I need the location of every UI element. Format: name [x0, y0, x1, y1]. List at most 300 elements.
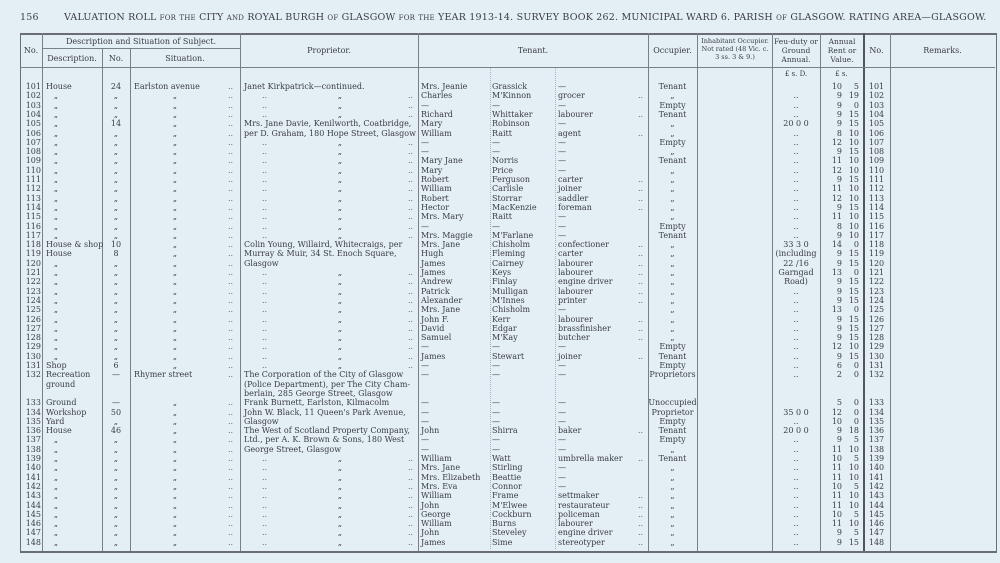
- feu-duty: ..: [793, 212, 799, 222]
- header-no: No.: [23, 46, 39, 55]
- occupier: „: [670, 481, 675, 491]
- rent-pounds: 9: [836, 333, 842, 343]
- tenant-first-name: John: [421, 500, 440, 510]
- subject-number: „: [113, 230, 119, 240]
- row-number: 129: [25, 342, 41, 352]
- tenant-first-name: —: [421, 147, 429, 157]
- leader-dots: ..: [228, 444, 234, 454]
- row-number-right: 121: [868, 268, 885, 277]
- subject-number: „: [113, 314, 119, 324]
- rent-shillings: 10: [848, 193, 859, 203]
- rent-pounds: 6: [836, 361, 842, 370]
- leader-dots: ..: [408, 212, 414, 222]
- rent-shillings: 15: [848, 249, 859, 259]
- occupier: Tenant: [658, 230, 687, 240]
- leader-dots: ..: [228, 463, 234, 473]
- row-number-right: 126: [868, 314, 885, 324]
- leader-dots: ..: [638, 528, 644, 538]
- rent-shillings: 10: [848, 342, 859, 352]
- leader-dots: ..: [262, 230, 268, 240]
- occupier: „: [670, 184, 675, 194]
- leader-dots: ..: [228, 342, 234, 352]
- header-situation: Situation.: [165, 54, 205, 63]
- rent-shillings: 0: [853, 100, 859, 110]
- leader-dots: ..: [262, 109, 268, 119]
- situation: „: [172, 128, 178, 138]
- rent-pounds: 9: [836, 91, 842, 101]
- rent-shillings: 15: [848, 286, 859, 296]
- tenant-surname: Mulligan: [492, 286, 529, 296]
- leader-dots: ..: [638, 240, 644, 250]
- rent-shillings: 15: [848, 323, 859, 333]
- tenant-surname: —: [492, 407, 500, 417]
- tenant-surname: Storrar: [492, 193, 522, 203]
- leader-dots: ..: [262, 491, 268, 501]
- rent-shillings: 10: [848, 472, 859, 482]
- tenant-occupation: —: [558, 416, 566, 426]
- tenant-first-name: —: [421, 361, 429, 370]
- row-number-right: 122: [868, 277, 885, 287]
- tenant-surname: M'Farlane: [492, 230, 534, 240]
- situation: „: [172, 249, 178, 259]
- leader-dots: ..: [228, 100, 234, 110]
- proprietor: „: [337, 537, 343, 547]
- tenant-surname: —: [492, 444, 500, 454]
- leader-dots: ..: [262, 519, 268, 529]
- feu-units: £ s. D.: [784, 70, 808, 78]
- proprietor: John W. Black, 11 Queen's Park Avenue,: [244, 407, 406, 417]
- leader-dots: ..: [262, 463, 268, 473]
- description: „: [53, 481, 59, 491]
- leader-dots: ..: [408, 500, 414, 510]
- occupier: „: [670, 165, 675, 175]
- row-number: 106: [25, 128, 41, 138]
- subject-number: „: [113, 351, 119, 361]
- row-number: 104: [25, 109, 41, 119]
- leader-dots: ..: [228, 481, 234, 491]
- tenant-first-name: Mrs. Jane: [421, 305, 461, 315]
- row-number-right: 132: [868, 370, 885, 380]
- row-number: 148: [25, 537, 41, 547]
- leader-dots: ..: [262, 202, 268, 212]
- proprietor: The Corporation of the City of Glasgow: [244, 370, 404, 380]
- row-number: 123: [25, 286, 41, 296]
- proprietor: „: [337, 147, 343, 157]
- description: „: [53, 528, 59, 538]
- header-feu-duty: Feu-duty or Ground Annual.: [774, 37, 818, 64]
- situation: „: [172, 361, 178, 370]
- row-number: 114: [25, 202, 41, 212]
- row-number-right: 107: [868, 137, 885, 147]
- feu-duty: ..: [793, 286, 799, 296]
- header-inhabitant-occupier: Inhabitant Occupier. Not rated (48 Vic. c. 3 ss. 3 & 9.): [701, 37, 769, 61]
- description: „: [53, 212, 59, 222]
- rent-pounds: 9: [836, 286, 842, 296]
- proprietor: per D. Graham, 180 Hope Street, Glasgow: [244, 128, 416, 138]
- tenant-first-name: Mrs. Mary: [421, 212, 464, 222]
- tenant-first-name: —: [421, 370, 429, 380]
- leader-dots: ..: [638, 109, 644, 119]
- feu-duty: ..: [793, 370, 799, 380]
- rent-shillings: 10: [848, 165, 859, 175]
- description: „: [53, 128, 59, 138]
- occupier: „: [670, 258, 675, 268]
- leader-dots: ..: [228, 184, 234, 194]
- subject-number: „: [113, 323, 119, 333]
- situation: „: [172, 258, 178, 268]
- row-number-right: 109: [868, 156, 885, 166]
- situation: „: [172, 519, 178, 529]
- rent-shillings: 0: [853, 398, 859, 408]
- description: „: [53, 314, 59, 324]
- leader-dots: ..: [408, 193, 414, 203]
- feu-duty: 35 0 0: [783, 407, 809, 417]
- occupier: „: [670, 249, 675, 259]
- tenant-occupation: —: [558, 407, 566, 417]
- tenant-surname: Keys: [492, 268, 512, 277]
- rent-shillings: 5: [853, 435, 859, 445]
- rent-pounds: 9: [836, 258, 842, 268]
- row-number-right: 118: [868, 240, 885, 250]
- leader-dots: ..: [638, 184, 644, 194]
- feu-duty: ..: [793, 472, 799, 482]
- row-number: 126: [25, 314, 41, 324]
- occupier: Empty: [659, 342, 686, 352]
- tenant-first-name: —: [421, 137, 429, 147]
- tenant-occupation: joiner: [558, 184, 582, 194]
- proprietor: Murray & Muir, 34 St. Enoch Square,: [244, 249, 397, 259]
- rent-pounds: 9: [836, 426, 842, 436]
- leader-dots: ..: [262, 268, 268, 277]
- header-tenant: Tenant.: [517, 46, 549, 55]
- feu-duty: 22 /16: [783, 258, 809, 268]
- rent-pounds: 11: [831, 184, 842, 194]
- description: „: [53, 119, 59, 129]
- tenant-surname: Grassick: [492, 82, 528, 91]
- rent-units: £ s.: [835, 70, 848, 78]
- row-number-right: 139: [868, 454, 885, 463]
- feu-duty: ..: [793, 416, 799, 426]
- row-number: 110: [25, 165, 41, 175]
- row-number: 105: [25, 119, 41, 129]
- subject-number: „: [113, 277, 119, 287]
- leader-dots: ..: [408, 463, 414, 473]
- description: „: [53, 230, 59, 240]
- tenant-surname: Steveley: [492, 528, 527, 538]
- situation: „: [172, 454, 178, 463]
- tenant-surname: MacKenzie: [492, 202, 537, 212]
- row-number-right: 125: [868, 305, 885, 315]
- row-number-right: 114: [868, 202, 885, 212]
- leader-dots: ..: [262, 184, 268, 194]
- tenant-occupation: grocer: [558, 91, 585, 101]
- feu-duty: ..: [793, 175, 799, 184]
- situation: Rhymer street: [134, 370, 193, 380]
- subject-number: „: [113, 454, 119, 463]
- situation: „: [172, 314, 178, 324]
- rent-shillings: 15: [848, 537, 859, 547]
- feu-duty: ..: [793, 435, 799, 445]
- description: „: [53, 109, 59, 119]
- subject-number: „: [113, 519, 119, 529]
- description: „: [53, 305, 59, 315]
- row-number-right: 131: [868, 361, 885, 370]
- row-number-right: 133: [868, 398, 885, 408]
- rent-shillings: 18: [848, 426, 859, 436]
- situation: „: [172, 268, 178, 277]
- rent-shillings: 15: [848, 175, 859, 184]
- rent-pounds: 12: [831, 342, 842, 352]
- tenant-surname: —: [492, 398, 500, 408]
- leader-dots: ..: [638, 193, 644, 203]
- proprietor: „: [337, 175, 343, 184]
- tenant-first-name: Robert: [421, 175, 449, 184]
- feu-duty: ..: [793, 100, 799, 110]
- proprietor: „: [337, 165, 343, 175]
- feu-duty: ..: [793, 351, 799, 361]
- feu-duty: 20 0 0: [783, 119, 809, 129]
- leader-dots: ..: [228, 416, 234, 426]
- tenant-first-name: John: [421, 426, 440, 436]
- subject-number: „: [113, 268, 119, 277]
- description: „: [53, 295, 59, 305]
- row-number-right: 108: [868, 147, 885, 157]
- feu-duty: ..: [793, 230, 799, 240]
- row-number: 102: [25, 91, 41, 101]
- rent-shillings: 10: [848, 500, 859, 510]
- subject-number: „: [113, 342, 119, 352]
- situation: „: [172, 175, 178, 184]
- row-number: 145: [25, 509, 41, 519]
- situation: „: [172, 407, 178, 417]
- description: „: [53, 537, 59, 547]
- column-divider: [42, 33, 43, 551]
- feu-duty: ..: [793, 342, 799, 352]
- feu-duty: ..: [793, 323, 799, 333]
- leader-dots: ..: [638, 91, 644, 101]
- leader-dots: ..: [262, 342, 268, 352]
- description: ground: [46, 379, 76, 389]
- leader-dots: ..: [638, 202, 644, 212]
- tenant-surname: —: [492, 100, 500, 110]
- subject-number: „: [113, 100, 119, 110]
- proprietor: „: [337, 109, 343, 119]
- row-number-right: 105: [868, 119, 885, 129]
- description: „: [53, 286, 59, 296]
- feu-duty: (including: [775, 249, 817, 259]
- tenant-surname: Cairney: [492, 258, 524, 268]
- subject-number: „: [113, 481, 119, 491]
- rent-pounds: 9: [836, 202, 842, 212]
- occupier: Tenant: [658, 82, 687, 91]
- feu-duty: ..: [793, 221, 799, 231]
- row-number: 139: [25, 454, 41, 463]
- leader-dots: ..: [262, 333, 268, 343]
- situation: „: [172, 277, 178, 287]
- description: „: [53, 454, 59, 463]
- header-rule: [42, 48, 240, 49]
- feu-duty: ..: [793, 333, 799, 343]
- leader-dots: ..: [228, 147, 234, 157]
- rent-pounds: 12: [831, 137, 842, 147]
- occupier: „: [670, 240, 675, 250]
- rent-pounds: 2: [836, 370, 842, 380]
- row-number: 132: [25, 370, 41, 380]
- leader-dots: ..: [228, 277, 234, 287]
- tenant-first-name: Hugh: [421, 249, 444, 259]
- proprietor: „: [337, 100, 343, 110]
- description: „: [53, 333, 59, 343]
- row-number: 121: [25, 268, 41, 277]
- tenant-surname: M'Innes: [492, 295, 525, 305]
- subject-number: „: [113, 537, 119, 547]
- rent-shillings: 5: [853, 454, 859, 463]
- situation: „: [172, 323, 178, 333]
- subject-number: „: [113, 109, 119, 119]
- tenant-occupation: carter: [558, 175, 583, 184]
- occupier: „: [670, 491, 675, 501]
- tenant-occupation: —: [558, 137, 566, 147]
- situation: „: [172, 435, 178, 445]
- proprietor: (Police Department), per The City Cham-: [244, 379, 411, 389]
- rent-shillings: 0: [853, 305, 859, 315]
- occupier: Empty: [659, 221, 686, 231]
- row-number-right: 119: [868, 249, 885, 259]
- subject-number: „: [113, 295, 119, 305]
- tenant-occupation: —: [558, 398, 566, 408]
- rent-shillings: 10: [848, 128, 859, 138]
- proprietor: „: [337, 212, 343, 222]
- tenant-first-name: Mrs. Elizabeth: [421, 472, 481, 482]
- description: „: [53, 509, 59, 519]
- leader-dots: ..: [638, 333, 644, 343]
- occupier: „: [670, 212, 675, 222]
- tenant-surname: Cockburn: [492, 509, 532, 519]
- tenant-occupation: stereotyper: [558, 537, 605, 547]
- tenant-first-name: John F.: [421, 314, 449, 324]
- proprietor: „: [337, 221, 343, 231]
- tenant-occupation: —: [558, 342, 566, 352]
- tenant-first-name: —: [421, 444, 429, 454]
- tenant-first-name: John: [421, 528, 440, 538]
- row-number: 116: [25, 221, 41, 231]
- subject-number: 14: [110, 119, 122, 129]
- row-number: 111: [25, 175, 41, 184]
- rent-pounds: 9: [836, 175, 842, 184]
- feu-duty: ..: [793, 444, 799, 454]
- tenant-occupation: —: [558, 82, 566, 91]
- tenant-first-name: Mrs. Jane: [421, 240, 461, 250]
- row-number-right: 130: [868, 351, 885, 361]
- tenant-first-name: —: [421, 100, 429, 110]
- header-occupier: Occupier.: [653, 46, 692, 55]
- row-number-right: 137: [868, 435, 885, 445]
- feu-duty: ..: [793, 509, 799, 519]
- situation: „: [172, 184, 178, 194]
- row-number-right: 103: [868, 100, 885, 110]
- situation: „: [172, 119, 178, 129]
- proprietor: „: [337, 342, 343, 352]
- tenant-surname: —: [492, 147, 500, 157]
- description: „: [53, 156, 59, 166]
- leader-dots: ..: [262, 156, 268, 166]
- tenant-surname: —: [492, 342, 500, 352]
- occupier: Proprietors: [649, 370, 696, 380]
- leader-dots: ..: [408, 351, 414, 361]
- proprietor: Glasgow: [244, 258, 279, 268]
- proprietor: „: [337, 472, 343, 482]
- feu-duty: ..: [793, 193, 799, 203]
- rent-pounds: 9: [836, 249, 842, 259]
- row-number-right: 142: [868, 481, 885, 491]
- rent-pounds: 5: [836, 398, 842, 408]
- leader-dots: ..: [262, 286, 268, 296]
- leader-dots: ..: [262, 137, 268, 147]
- leader-dots: ..: [408, 286, 414, 296]
- leader-dots: ..: [638, 537, 644, 547]
- situation: „: [172, 500, 178, 510]
- subject-number: 10: [110, 240, 122, 250]
- row-number: 117: [25, 230, 41, 240]
- subject-number: „: [113, 444, 119, 454]
- leader-dots: ..: [408, 361, 414, 370]
- leader-dots: ..: [408, 202, 414, 212]
- leader-dots: ..: [408, 454, 414, 463]
- feu-duty: ..: [793, 147, 799, 157]
- tenant-occupation: —: [558, 305, 566, 315]
- leader-dots: ..: [262, 193, 268, 203]
- leader-dots: ..: [262, 537, 268, 547]
- tenant-surname: —: [492, 370, 500, 380]
- rent-pounds: 11: [831, 519, 842, 529]
- leader-dots: ..: [262, 91, 268, 101]
- tenant-surname: Robinson: [492, 119, 530, 129]
- rent-shillings: 0: [853, 407, 859, 417]
- occupier: „: [670, 268, 675, 277]
- row-number: 112: [25, 184, 41, 194]
- tenant-surname: Watt: [492, 454, 511, 463]
- proprietor: George Street, Glasgow: [244, 444, 342, 454]
- leader-dots: ..: [638, 351, 644, 361]
- leader-dots: ..: [262, 472, 268, 482]
- occupier: „: [670, 528, 675, 538]
- tenant-surname: Norris: [492, 156, 519, 166]
- occupier: „: [670, 519, 675, 529]
- feu-duty: ..: [793, 128, 799, 138]
- leader-dots: ..: [408, 221, 414, 231]
- feu-duty: ..: [793, 184, 799, 194]
- subject-number: „: [113, 184, 119, 194]
- tenant-occupation: joiner: [558, 351, 582, 361]
- tenant-surname: Sime: [492, 537, 513, 547]
- description: „: [53, 202, 59, 212]
- leader-dots: ..: [638, 426, 644, 436]
- row-number-right: 129: [868, 342, 885, 352]
- leader-dots: ..: [408, 156, 414, 166]
- situation: „: [172, 295, 178, 305]
- tenant-first-name: Mrs. Jeanie: [421, 82, 468, 91]
- tenant-surname: Raitt: [492, 128, 512, 138]
- tenant-surname: Raitt: [492, 212, 512, 222]
- situation: „: [172, 537, 178, 547]
- row-number: 138: [25, 444, 41, 454]
- situation: „: [172, 416, 178, 426]
- rent-pounds: 13: [831, 268, 842, 277]
- proprietor: „: [337, 295, 343, 305]
- header-remarks: Remarks.: [923, 46, 962, 55]
- proprietor: „: [337, 202, 343, 212]
- description: Shop: [46, 361, 67, 370]
